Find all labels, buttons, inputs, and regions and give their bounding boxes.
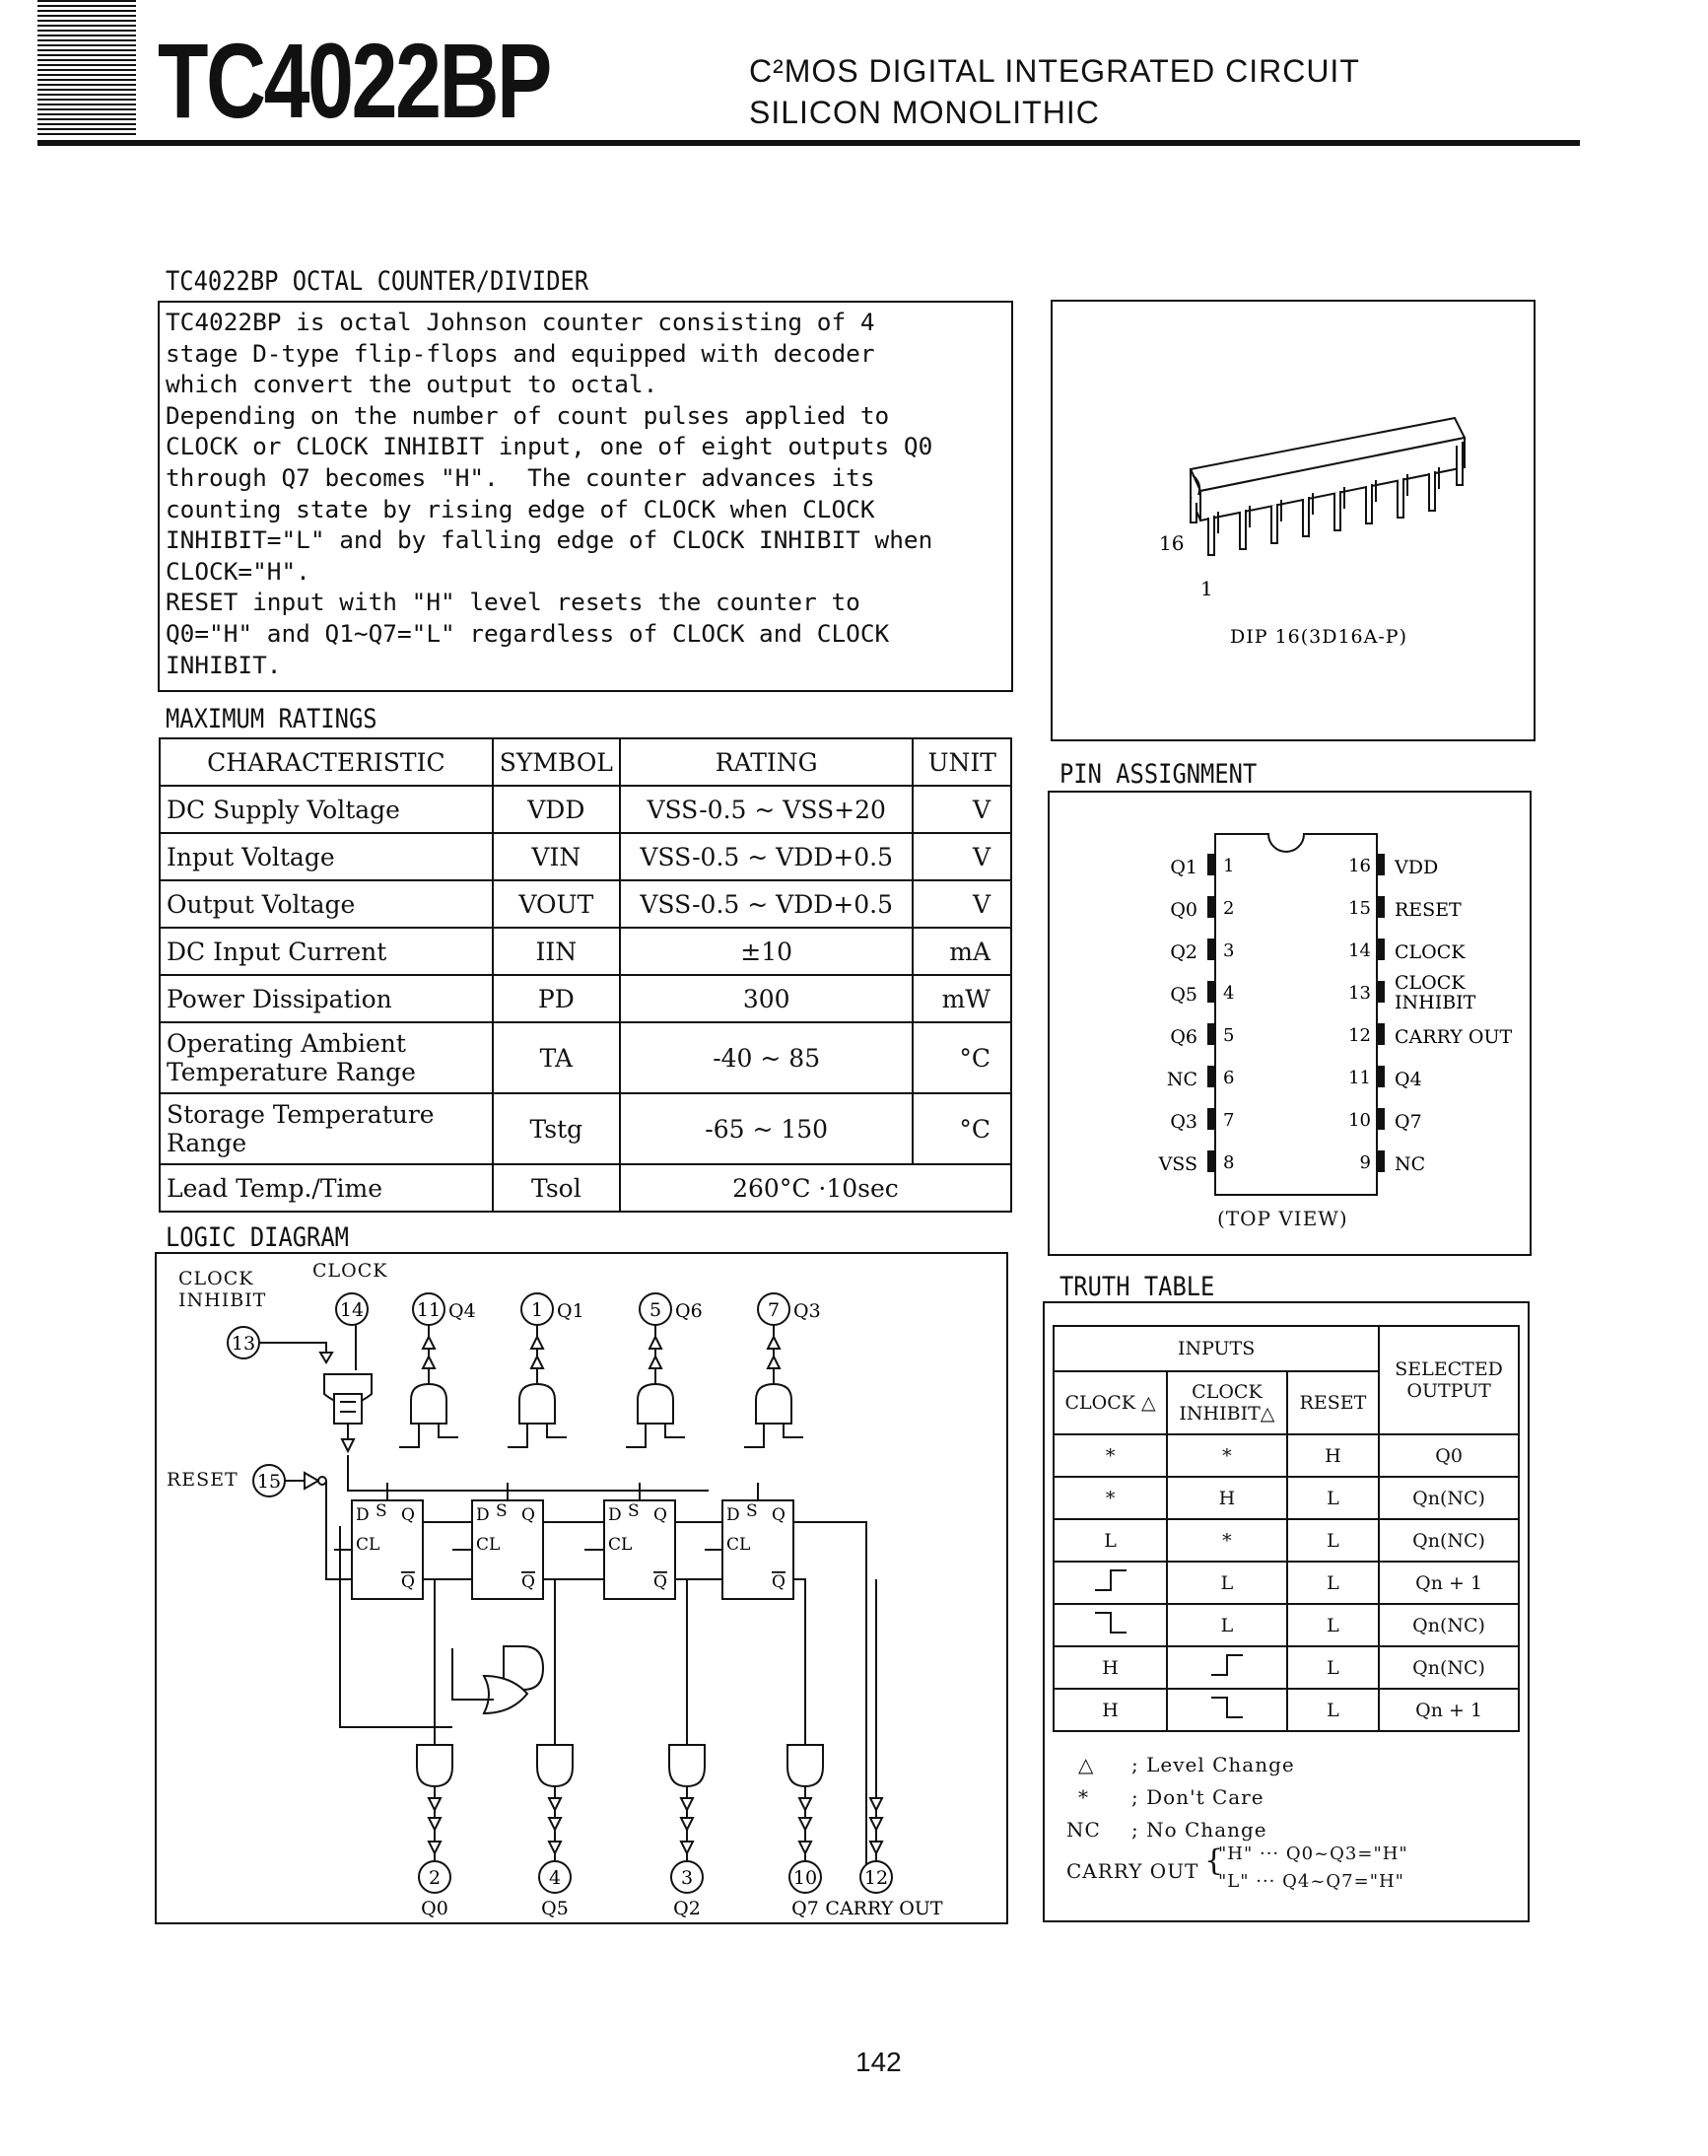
description-line: stage D-type flip-flops and equipped with decoder [166,338,875,368]
inhibit-cell: H [1167,1477,1287,1519]
page-number: 142 [855,2047,902,2077]
ff-cl-label: CL [726,1535,751,1555]
pin-marker [1377,1023,1385,1045]
table-header-row [160,738,1011,786]
rising-edge-icon [1207,1651,1247,1679]
carry-high-line: "H" ··· Q0~Q3="H" [1218,1843,1408,1864]
cell-unit: °C [913,1022,1011,1093]
clock-cell: * [1054,1434,1167,1477]
cell-characteristic: DC Supply Voltage [160,786,493,833]
legend-item-no-change: NC ; No Change [1066,1818,1267,1842]
description-line: TC4022BP is octal Johnson counter consisting of 4 [166,308,875,336]
description-line: INHIBIT. [166,650,282,679]
cell-characteristic: Power Dissipation [160,975,493,1022]
cell-characteristic: DC Input Current [160,928,493,975]
reset-cell: L [1287,1519,1380,1562]
pin-circle-number: 3 [680,1867,694,1889]
pin-number: 15 [1348,898,1371,919]
pin-left-label: Q3 [1170,1111,1197,1133]
cell-unit: V [913,833,1011,880]
pin-assignment-box [1048,791,1532,1256]
ff-cl-label: CL [476,1535,501,1555]
cell-symbol: VOUT [493,880,620,928]
falling-edge-icon [1207,1694,1247,1721]
ff-cl-label: CL [356,1535,380,1555]
truth-legend [1066,1753,1295,1850]
pin-circle-number: 12 [863,1867,889,1889]
pin-left-label: NC [1166,1069,1197,1090]
pin-circle-number: 15 [256,1471,282,1493]
pin-marker [1207,981,1215,1003]
cell-unit: mA [913,928,1011,975]
description-box [158,301,1013,692]
ff-q-label: Q [521,1505,535,1525]
pin-circle-number: 13 [231,1333,256,1355]
reset-cell: L [1287,1477,1380,1519]
pin-number: 5 [1223,1025,1235,1046]
pin-right-label: VDD [1395,857,1439,878]
pin-number: 11 [1348,1068,1371,1088]
bottom-output-label: Q7 [791,1898,819,1919]
pin-left-label: Q5 [1170,984,1197,1006]
top-output-label: Q6 [675,1300,703,1322]
legend-text: Don't Care [1146,1785,1264,1809]
cell-unit: V [913,880,1011,928]
clock-cell: H [1054,1689,1167,1731]
package-box [1051,300,1536,741]
ff-d-label: D [476,1505,490,1525]
cell-characteristic: Output Voltage [160,880,493,928]
pin-marker [1207,1150,1215,1172]
description-line: which convert the output to octal. [166,370,658,399]
pin-circle-number: 1 [530,1299,544,1321]
pin-number: 16 [1348,856,1371,876]
cell-symbol: Tstg [493,1093,620,1164]
pin-right-label: CLOCK [1395,941,1466,963]
rising-edge-icon [1091,1566,1130,1594]
cell-symbol: TA [493,1022,620,1093]
bottom-output-label: Q2 [673,1898,701,1919]
max-ratings-section-title: MAXIMUM RATINGS [166,704,377,734]
pin-marker [1377,854,1385,875]
table-row [160,880,1011,928]
clock-cell [1054,1562,1167,1604]
cell-rating: 260°C ·10sec [620,1164,1011,1212]
pin-marker [1377,981,1385,1003]
description-section-title: TC4022BP OCTAL COUNTER/DIVIDER [166,266,589,297]
pin-left-label: VSS [1158,1153,1197,1175]
top-view-label: (TOP VIEW) [1217,1207,1348,1230]
cell-rating: VSS-0.5 ~ VDD+0.5 [620,833,914,880]
inhibit-cell: * [1167,1434,1287,1477]
package-pin1-label: 1 [1200,577,1213,600]
clock-cell: * [1054,1477,1167,1519]
cell-symbol: VDD [493,786,620,833]
pin-marker [1207,1108,1215,1130]
cell-unit: mW [913,975,1011,1022]
logic-diagram-box [155,1252,1008,1924]
output-cell: Qn(NC) [1379,1519,1519,1562]
top-output-label: Q3 [793,1300,821,1322]
description-line: INHIBIT="L" and by falling edge of CLOCK INHIBIT when [166,525,933,555]
pin-right-label: Q4 [1395,1069,1422,1090]
cell-rating: VSS-0.5 ~ VSS+20 [620,786,914,833]
pin-marker [1207,1066,1215,1087]
ff-d-label: D [726,1505,740,1525]
header-characteristic: CHARACTERISTIC [160,738,493,786]
logic-diagram [157,1254,1006,1922]
table-row [160,1022,1011,1093]
header-unit: UNIT [913,738,1011,786]
carry-out-label: CARRY OUT [1066,1859,1199,1883]
pin-circle-number: 11 [416,1299,442,1321]
inhibit-cell: L [1167,1562,1287,1604]
ic-body-outline [1215,834,1377,1195]
table-row [160,928,1011,975]
pin-marker [1377,1108,1385,1130]
pin-number: 4 [1223,983,1235,1004]
clock-inhibit-column-header: CLOCK INHIBIT△ [1167,1371,1287,1434]
pin-marker [1377,1150,1385,1172]
description-line: Q0="H" and Q1~Q7="L" regardless of CLOCK and CLOCK [166,618,890,648]
ff-q-label: Q [401,1505,415,1525]
pin-circle-number: 5 [649,1299,662,1321]
pin-marker [1207,854,1215,875]
ff-d-label: D [608,1505,622,1525]
ff-qbar-label: Q [772,1572,786,1592]
package-name: DIP 16(3D16A-P) [1230,626,1407,648]
top-output-label: Q4 [448,1300,476,1322]
ff-qbar-label: Q [521,1572,535,1592]
ff-q-label: Q [653,1505,667,1525]
pin-left-label: Q6 [1170,1026,1197,1048]
pin-number: 8 [1223,1152,1235,1173]
header-symbol: SYMBOL [493,738,620,786]
subtitle-line-1: C²MOS DIGITAL INTEGRATED CIRCUIT [749,53,1360,89]
pin-number: 1 [1223,856,1235,876]
reset-label: RESET [167,1469,239,1491]
cell-rating: -40 ~ 85 [620,1022,914,1093]
carry-low-line: "L" ··· Q4~Q7="H" [1218,1871,1404,1892]
pin-assignment-section-title: PIN ASSIGNMENT [1059,759,1258,790]
pin-circle-number: 14 [339,1299,365,1321]
package-pin16-label: 16 [1159,531,1185,555]
cell-characteristic: Input Voltage [160,833,493,880]
table-row [160,1093,1011,1164]
bottom-output-label: CARRY OUT [825,1898,943,1919]
pin-number: 10 [1348,1110,1371,1131]
legend-item-level-change: △ ; Level Change [1078,1753,1295,1776]
pin-number: 13 [1348,983,1371,1004]
output-cell: Q0 [1379,1434,1519,1477]
truth-table [1053,1325,1520,1732]
cell-unit: V [913,786,1011,833]
table-row [160,1164,1011,1212]
cell-rating: -65 ~ 150 [620,1093,914,1164]
cell-symbol: IIN [493,928,620,975]
clock-label: CLOCK [312,1260,388,1282]
logic-diagram-section-title: LOGIC DIAGRAM [166,1222,349,1253]
carry-brace: { [1204,1843,1225,1878]
clock-cell [1054,1604,1167,1646]
cell-unit: °C [913,1093,1011,1164]
inputs-header: INPUTS [1054,1326,1379,1371]
pin-right-label: RESET [1395,899,1462,921]
ff-q-label: Q [772,1505,786,1525]
reset-cell: H [1287,1434,1380,1477]
cell-symbol: PD [493,975,620,1022]
ff-s-label: S [496,1501,508,1521]
pin-circle-number: 10 [792,1867,818,1889]
reset-cell: L [1287,1646,1380,1689]
header-rule [37,140,1580,146]
pin-number: 12 [1348,1025,1371,1046]
pin-number: 2 [1223,898,1235,919]
cell-characteristic: Operating Ambient Temperature Range [160,1022,493,1093]
output-cell: Qn + 1 [1379,1689,1519,1731]
bottom-output-label: Q0 [421,1898,448,1919]
output-cell: Qn(NC) [1379,1477,1519,1519]
pin-marker [1207,939,1215,960]
cell-rating: ±10 [620,928,914,975]
ff-qbar-label: Q [653,1572,667,1592]
max-ratings-table [159,737,1012,1213]
truth-table-row [1054,1646,1519,1689]
ff-s-label: S [628,1501,640,1521]
truth-table-row [1054,1604,1519,1646]
cell-rating: VSS-0.5 ~ VDD+0.5 [620,880,914,928]
legend-text: No Change [1146,1818,1267,1842]
falling-edge-icon [1091,1609,1130,1636]
dip16-package-illustration [1053,302,1534,739]
truth-table-row [1054,1689,1519,1731]
reset-column-header: RESET [1287,1371,1380,1434]
pin-marker [1377,896,1385,918]
description-line: CLOCK="H". [166,556,310,586]
reset-cell: L [1287,1604,1380,1646]
output-cell: Qn + 1 [1379,1562,1519,1604]
inhibit-cell [1167,1689,1287,1731]
ff-cl-label: CL [608,1535,633,1555]
cell-characteristic: Lead Temp./Time [160,1164,493,1212]
pin-number: 9 [1359,1152,1371,1173]
pin-circle-number: 4 [548,1867,562,1889]
pin-left-label: Q1 [1170,857,1197,878]
pin-marker [1377,939,1385,960]
pin-marker [1377,1066,1385,1087]
pin-number: 3 [1223,940,1235,961]
pin-circle-number: 2 [428,1867,442,1889]
pin-left-label: Q2 [1170,941,1197,963]
reset-cell: L [1287,1562,1380,1604]
output-cell: Qn(NC) [1379,1646,1519,1689]
clock-cell: L [1054,1519,1167,1562]
cell-rating: 300 [620,975,914,1022]
pin-number: 6 [1223,1068,1235,1088]
truth-table-row [1054,1477,1519,1519]
description-line: RESET input with "H" level resets the counter to [166,588,860,617]
table-row [160,975,1011,1022]
header-stripes-decoration [37,0,136,148]
top-output-label: Q1 [557,1300,584,1322]
pin-number: 14 [1348,940,1371,961]
truth-table-section-title: TRUTH TABLE [1059,1272,1215,1302]
ff-s-label: S [746,1501,758,1521]
legend-symbol: △ [1078,1753,1095,1776]
part-number-title: TC4022BP [158,21,551,140]
inhibit-cell: L [1167,1604,1287,1646]
pin-circle-number: 7 [767,1299,781,1321]
pin-right-label: INHIBIT [1395,992,1476,1013]
subtitle-line-2: SILICON MONOLITHIC [749,95,1100,130]
description-line: Depending on the number of count pulses applied to [166,400,890,430]
ff-qbar-label: Q [401,1572,415,1592]
pin-marker [1207,896,1215,918]
selected-output-header: SELECTED OUTPUT [1379,1326,1519,1434]
output-buffer-chain [508,1325,567,1447]
truth-table-row [1054,1519,1519,1562]
pin-number: 7 [1223,1110,1235,1131]
legend-item-dont-care: * ; Don't Care [1078,1785,1264,1809]
header-rating: RATING [620,738,914,786]
clock-column-header: CLOCK △ [1054,1371,1167,1434]
inhibit-cell [1167,1646,1287,1689]
truth-table-row [1054,1562,1519,1604]
pin-right-label: CLOCK [1395,972,1466,994]
cell-symbol: Tsol [493,1164,620,1212]
truth-table-row [1054,1434,1519,1477]
clock-inhibit-label: CLOCK INHIBIT [178,1268,267,1311]
output-buffer-chain [744,1325,803,1447]
pin-right-label: NC [1395,1153,1426,1175]
description-line: counting state by rising edge of CLOCK when CLOCK [166,494,875,523]
legend-symbol: * [1078,1785,1089,1809]
output-buffer-chain [626,1325,685,1447]
pin-marker [1207,1023,1215,1045]
description-line: CLOCK or CLOCK INHIBIT input, one of eight outputs Q0 [166,432,933,461]
output-buffer-chain [860,1579,892,1893]
pin-assignment-diagram [1050,793,1530,1254]
cell-characteristic: Storage Temperature Range [160,1093,493,1164]
bottom-output-label: Q5 [541,1898,569,1919]
output-cell: Qn(NC) [1379,1604,1519,1646]
cell-symbol: VIN [493,833,620,880]
clock-cell: H [1054,1646,1167,1689]
pin-left-label: Q0 [1170,899,1197,921]
pin-right-label: Q7 [1395,1111,1422,1133]
pin-right-label: CARRY OUT [1395,1026,1513,1048]
legend-text: Level Change [1146,1753,1295,1776]
ff-d-label: D [356,1505,370,1525]
inhibit-cell: * [1167,1519,1287,1562]
legend-symbol: NC [1066,1818,1101,1842]
table-row [160,786,1011,833]
ff-s-label: S [376,1501,387,1521]
table-row [160,833,1011,880]
output-buffer-chain [399,1325,458,1447]
reset-cell: L [1287,1689,1380,1731]
description-line: through Q7 becomes "H". The counter advances its [166,462,875,492]
